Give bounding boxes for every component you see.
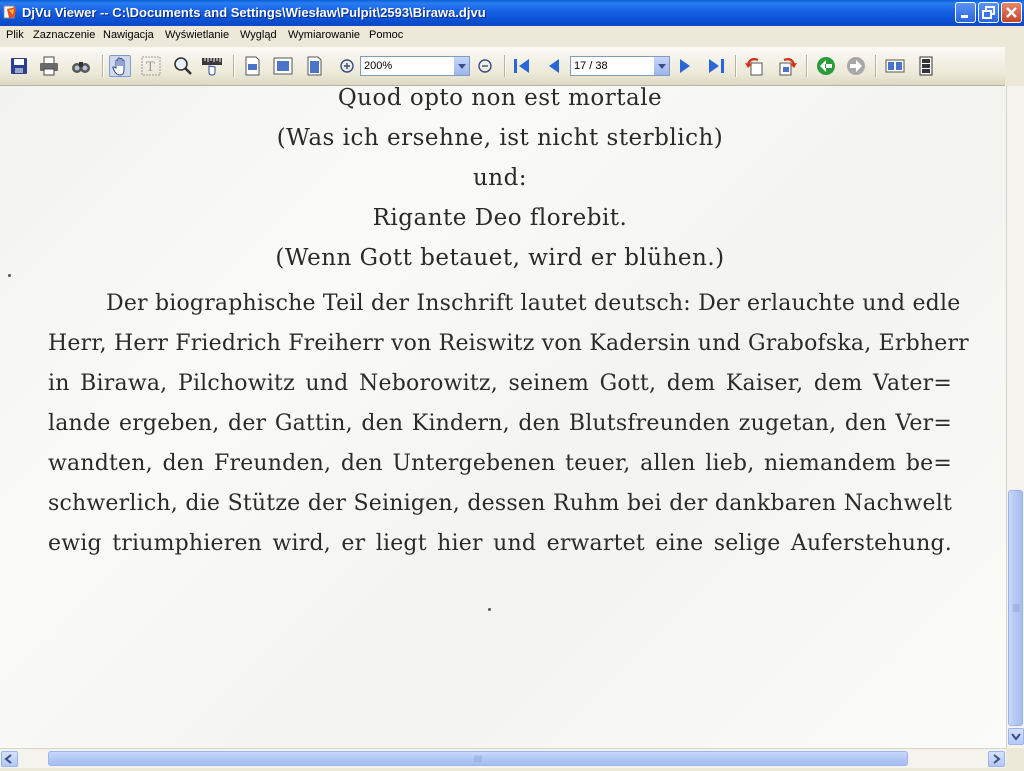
menu-pomoc[interactable]: Pomoc: [369, 29, 404, 41]
window-title: DjVu Viewer -- C:\Documents and Settings\Wiesław\Pulpit\2593\Birawa.djvu: [22, 5, 486, 20]
paragraph-line: lande ergeben, der Gattin, den Kindern, den Blutsfreunden zugetan, den Ver=: [48, 411, 952, 436]
text-select-icon: [140, 55, 162, 77]
rotate-right-icon: [776, 55, 798, 77]
last-page-icon: [705, 55, 727, 77]
actual-size-icon: [303, 55, 325, 77]
scroll-left-button[interactable]: [1, 751, 18, 767]
centered-line: Quod opto non est mortale: [337, 86, 663, 111]
restore-button[interactable]: [978, 2, 999, 23]
menu-bar: [0, 26, 1024, 46]
zoom-in-button[interactable]: [336, 55, 358, 77]
toolbar-separator: [806, 55, 808, 77]
scrollbar-corner: [1006, 748, 1024, 768]
toolbar-separator: [233, 55, 235, 77]
forward-icon: [845, 55, 867, 77]
thumbnails-icon: [915, 55, 937, 77]
chevron-down-icon[interactable]: [453, 57, 469, 75]
prev-page-icon: [543, 55, 565, 77]
forward-button[interactable]: [845, 55, 867, 77]
scroll-right-button[interactable]: [988, 751, 1005, 767]
toolbar-separator: [735, 55, 737, 77]
actual-size-button[interactable]: [303, 55, 325, 77]
toolbar-separator: [875, 55, 877, 77]
document-view[interactable]: [0, 86, 1006, 748]
hand-tool-button[interactable]: [109, 55, 131, 77]
rotate-left-icon: [744, 55, 766, 77]
thumbnails-button[interactable]: [915, 55, 937, 77]
zoom-out-icon: [474, 55, 496, 77]
chevron-left-icon: [2, 752, 17, 766]
menu-wyswietlanie[interactable]: Wyświetlanie: [165, 29, 230, 41]
scan-speck: [488, 608, 491, 611]
fit-page-button[interactable]: [272, 55, 294, 77]
horizontal-scroll-thumb[interactable]: [48, 751, 908, 766]
hand-tool-icon: [110, 56, 132, 78]
page-width-icon: [241, 55, 263, 77]
centered-line: und:: [472, 165, 528, 191]
save-button[interactable]: [8, 55, 30, 77]
menu-wyglad[interactable]: Wygląd: [240, 29, 277, 41]
page-width-button[interactable]: [241, 55, 263, 77]
next-page-button[interactable]: [674, 55, 696, 77]
rotate-right-button[interactable]: [776, 55, 798, 77]
fit-page-icon: [272, 55, 294, 77]
toolbar-separator: [504, 55, 506, 77]
save-icon: [8, 55, 30, 77]
svg-text:T: T: [146, 60, 155, 75]
find-icon: [70, 55, 92, 77]
first-page-button[interactable]: [511, 55, 533, 77]
rotate-left-button[interactable]: [744, 55, 766, 77]
minimize-icon: [956, 3, 975, 22]
ruler-tool-icon: [201, 55, 223, 77]
vertical-scrollbar[interactable]: [1006, 86, 1024, 748]
zoom-out-button[interactable]: [474, 55, 496, 77]
toolbar: [0, 47, 1005, 86]
last-page-button[interactable]: [705, 55, 727, 77]
zoom-in-icon: [336, 55, 358, 77]
horizontal-scrollbar[interactable]: [0, 748, 1006, 768]
continuous-view-icon: [884, 55, 906, 77]
find-button[interactable]: [70, 55, 92, 77]
centered-line: (Wenn Gott betauet, wird er blühen.): [275, 245, 725, 271]
chevron-down-icon: [1009, 729, 1023, 744]
zoom-tool-icon: [172, 55, 194, 77]
menu-wymiarowanie[interactable]: Wymiarowanie: [288, 29, 361, 41]
back-button[interactable]: [815, 55, 837, 77]
paragraph-line: Herr, Herr Friedrich Freiherr von Reiswitz von Kadersin und Grabofska, Erbherr: [48, 331, 969, 356]
close-icon: [1002, 3, 1021, 22]
minimize-button[interactable]: [955, 2, 976, 23]
vertical-scroll-thumb[interactable]: [1008, 490, 1023, 726]
text-select-button[interactable]: [140, 55, 162, 77]
zoom-value: 200%: [364, 60, 393, 72]
body-paragraph: [48, 284, 969, 564]
menu-zaznaczenie[interactable]: Zaznaczenie: [33, 29, 96, 41]
page-value: 17 / 38: [574, 60, 608, 72]
centered-line: Rigante Deo florebit.: [372, 205, 628, 231]
scan-speck: [8, 274, 11, 277]
next-page-icon: [674, 55, 696, 77]
djvu-app-icon: [3, 4, 19, 20]
centered-line: (Was ich ersehne, ist nicht sterblich): [276, 125, 724, 151]
chevron-down-icon[interactable]: [653, 57, 669, 75]
paragraph-line: in Birawa, Pilchowitz und Neborowitz, seinem Gott, dem Kaiser, dem Vater=: [48, 371, 952, 396]
ruler-tool-button[interactable]: [201, 55, 223, 77]
close-button[interactable]: [1001, 2, 1022, 23]
restore-icon: [979, 3, 998, 22]
toolbar-separator: [102, 55, 104, 77]
paragraph-line: ewig triumphieren wird, er liegt hier und erwartet eine selige Auferstehung.: [48, 531, 952, 556]
paragraph-line: wandten, den Freunden, den Untergebenen teuer, allen lieb, niemandem be=: [48, 451, 952, 476]
menu-plik[interactable]: Plik: [6, 29, 24, 41]
first-page-icon: [511, 55, 533, 77]
back-icon: [815, 55, 837, 77]
title-bar[interactable]: [0, 0, 1024, 26]
zoom-combo[interactable]: [360, 56, 470, 76]
paragraph-line: schwerlich, die Stütze der Seinigen, dessen Ruhm bei der dankbaren Nachwelt: [48, 491, 952, 516]
zoom-tool-button[interactable]: [172, 55, 194, 77]
page-combo[interactable]: [570, 56, 670, 76]
chevron-right-icon: [989, 752, 1004, 766]
page-content: [48, 86, 969, 564]
continuous-view-button[interactable]: [884, 55, 906, 77]
menu-nawigacja[interactable]: Nawigacja: [103, 29, 154, 41]
paragraph-line: Der biographische Teil der Inschrift lautet deutsch: Der erlauchte und edle: [106, 291, 961, 316]
prev-page-button[interactable]: [543, 55, 565, 77]
print-icon: [38, 55, 60, 77]
print-button[interactable]: [38, 55, 60, 77]
scroll-down-button[interactable]: [1008, 728, 1024, 745]
